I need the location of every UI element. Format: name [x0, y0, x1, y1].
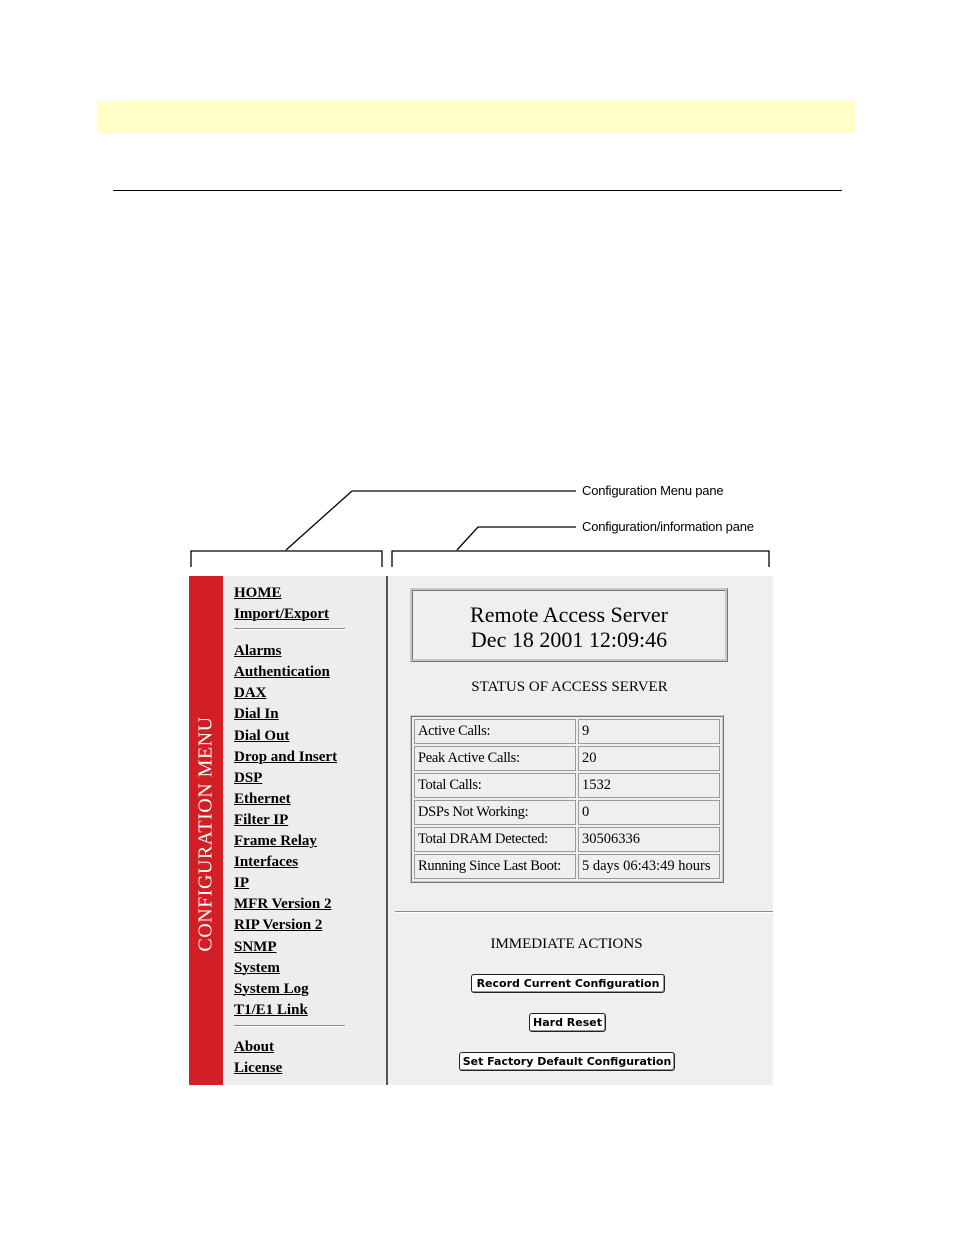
status-value: 5 days 06:43:49 hours: [578, 854, 720, 879]
section-divider: [395, 911, 773, 913]
page-title: Remote Access Server: [470, 602, 668, 627]
table-row: [414, 854, 720, 879]
status-value: 20: [578, 746, 720, 771]
record-configuration-button[interactable]: Record Current Configuration: [471, 974, 665, 993]
menu-link-drop-and-insert[interactable]: Drop and Insert: [234, 748, 338, 765]
hard-reset-button[interactable]: Hard Reset: [529, 1013, 606, 1032]
factory-default-button[interactable]: Set Factory Default Configuration: [459, 1052, 675, 1071]
configuration-information-pane: [388, 576, 773, 1085]
table-row: [414, 746, 720, 771]
menu-link-system[interactable]: System: [234, 959, 280, 976]
menu-link-interfaces[interactable]: Interfaces: [234, 854, 299, 871]
menu-separator: [234, 1025, 345, 1027]
actions-heading: IMMEDIATE ACTIONS: [490, 936, 643, 952]
menu-link-dial-in[interactable]: Dial In: [234, 706, 279, 723]
status-table: [410, 715, 724, 883]
status-value: 9: [578, 719, 720, 744]
table-row: [414, 800, 720, 825]
menu-link-filter-ip[interactable]: Filter IP: [234, 811, 289, 828]
menu-link-authentication[interactable]: Authentication: [234, 664, 330, 681]
status-value: 0: [578, 800, 720, 825]
menu-link-ip[interactable]: IP: [234, 875, 249, 892]
status-value: 30506336: [578, 827, 720, 852]
menu-link-about[interactable]: About: [234, 1038, 275, 1055]
menu-separator: [234, 628, 345, 630]
menu-link-ethernet[interactable]: Ethernet: [234, 790, 291, 807]
table-row: [414, 773, 720, 798]
browser-screenshot: [189, 576, 773, 1085]
callout-menu-pane: Configuration Menu pane: [582, 483, 724, 498]
table-row: [414, 827, 720, 852]
menu-link-t1-e1-link[interactable]: T1/E1 Link: [234, 1001, 308, 1018]
menu-link-frame-relay[interactable]: Frame Relay: [234, 833, 317, 850]
configuration-menu-bar: [189, 576, 223, 1085]
menu-link-mfr-version-2[interactable]: MFR Version 2: [234, 896, 332, 913]
callout-info-pane: Configuration/information pane: [582, 519, 754, 534]
menu-link-import-export[interactable]: Import/Export: [234, 606, 329, 623]
menu-link-license[interactable]: License: [234, 1059, 283, 1076]
menu-link-dax[interactable]: DAX: [234, 685, 267, 702]
menu-link-rip-version-2[interactable]: RIP Version 2: [234, 917, 323, 934]
status-heading: STATUS OF ACCESS SERVER: [471, 679, 668, 695]
status-label: DSPs Not Working:: [414, 800, 576, 825]
table-row: [414, 719, 720, 744]
status-label: Running Since Last Boot:: [414, 854, 576, 879]
status-label: Total Calls:: [414, 773, 576, 798]
title-panel: [410, 588, 728, 662]
menu-link-system-log[interactable]: System Log: [234, 980, 309, 997]
menu-link-dial-out[interactable]: Dial Out: [234, 727, 290, 744]
menu-link-alarms[interactable]: Alarms: [234, 643, 282, 660]
status-label: Active Calls:: [414, 719, 576, 744]
status-label: Total DRAM Detected:: [414, 827, 576, 852]
menu-link-dsp[interactable]: DSP: [234, 769, 263, 786]
configuration-menu-pane: [223, 576, 386, 1085]
menu-link-snmp[interactable]: SNMP: [234, 938, 277, 955]
server-datetime: Dec 18 2001 12:09:46: [470, 627, 668, 652]
menu-link-home[interactable]: HOME: [234, 585, 282, 601]
status-label: Peak Active Calls:: [414, 746, 576, 771]
status-value: 1532: [578, 773, 720, 798]
configuration-menu-title: CONFIGURATION MENU: [194, 716, 217, 952]
menu-links: [234, 584, 337, 1080]
